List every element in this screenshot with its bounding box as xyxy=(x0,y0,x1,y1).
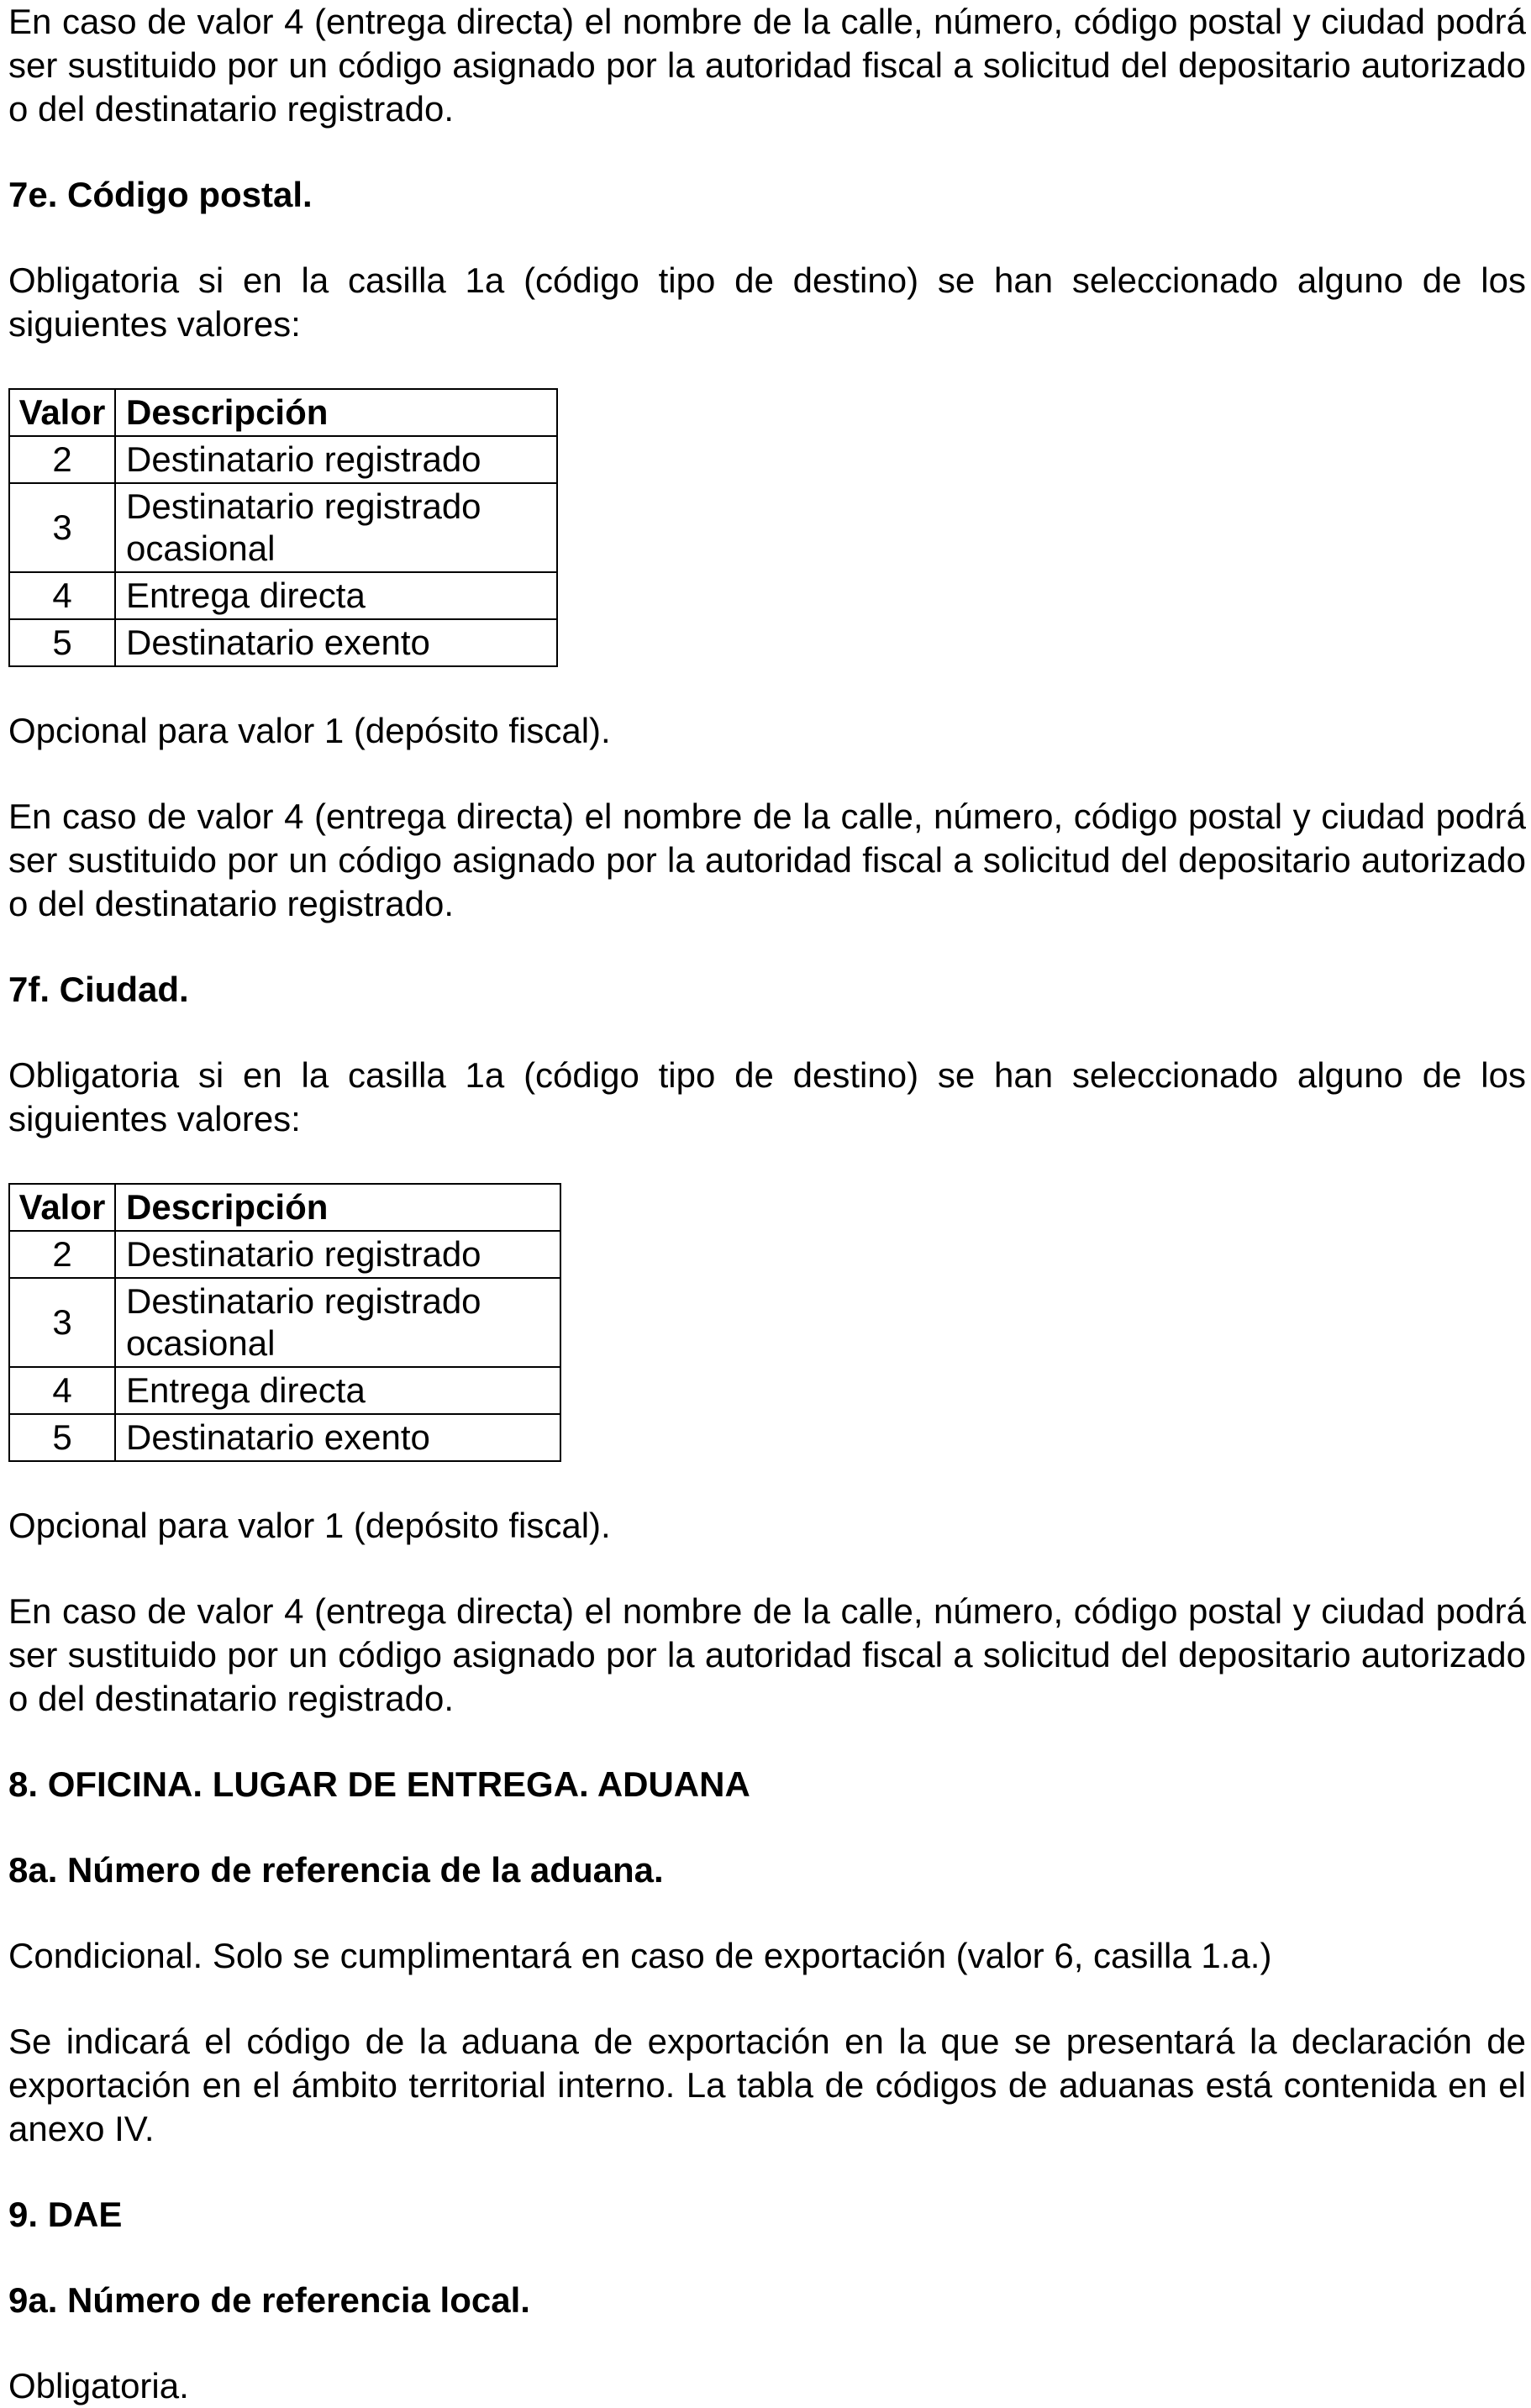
paragraph-7f-opcional: Opcional para valor 1 (depósito fiscal). xyxy=(8,1506,611,1545)
table-header-valor: Valor xyxy=(9,389,115,436)
table-cell-valor: 5 xyxy=(9,1414,115,1461)
table-cell-descripcion: Destinatario registrado xyxy=(115,1231,560,1278)
heading-7f: 7f. Ciudad. xyxy=(8,970,189,1009)
paragraph-intro-valor4: En caso de valor 4 (entrega directa) el nombre de la calle, número, código postal y ciudad podrá ser sustituido por un código asignado por la autoridad fiscal a solicitud del depositario autorizado o del destinatario registrado. xyxy=(8,2,1526,129)
heading-8a: 8a. Número de referencia de la aduana. xyxy=(8,1850,664,1890)
paragraph-7f-valor4: En caso de valor 4 (entrega directa) el nombre de la calle, número, código postal y ciudad podrá ser sustituido por un código asignado por la autoridad fiscal a solicitud del depositario autorizado o del destinatario registrado. xyxy=(8,1591,1526,1718)
table-cell-valor: 3 xyxy=(9,1278,115,1367)
table-cell-descripcion: Destinatario registrado ocasional xyxy=(115,1278,560,1367)
table-header-descripcion: Descripción xyxy=(115,1184,560,1231)
table-cell-valor: 5 xyxy=(9,619,115,666)
table-cell-descripcion: Entrega directa xyxy=(115,572,557,619)
table-header-valor: Valor xyxy=(9,1184,115,1231)
paragraph-7e-opcional: Opcional para valor 1 (depósito fiscal). xyxy=(8,711,611,750)
table-row xyxy=(9,1278,560,1367)
document-page xyxy=(8,0,1526,2408)
heading-9a: 9a. Número de referencia local. xyxy=(8,2280,530,2320)
table-cell-descripcion: Destinatario exento xyxy=(115,619,557,666)
table-cell-descripcion: Destinatario registrado xyxy=(115,436,557,483)
table-row xyxy=(9,1414,560,1461)
table-7f-valores xyxy=(8,1183,561,1462)
table-row xyxy=(9,1367,560,1414)
paragraph-7f-obligatoria: Obligatoria si en la casilla 1a (código tipo de destino) se han seleccionado alguno de los siguientes valores: xyxy=(8,1055,1526,1138)
heading-9: 9. DAE xyxy=(8,2195,123,2234)
table-header-row xyxy=(9,389,557,436)
table-cell-valor: 4 xyxy=(9,1367,115,1414)
table-cell-descripcion: Entrega directa xyxy=(115,1367,560,1414)
paragraph-9a-obligatoria: Obligatoria. xyxy=(8,2366,189,2405)
table-cell-valor: 4 xyxy=(9,572,115,619)
table-cell-valor: 2 xyxy=(9,1231,115,1278)
heading-8: 8. OFICINA. LUGAR DE ENTREGA. ADUANA xyxy=(8,1764,750,1804)
table-row xyxy=(9,572,557,619)
table-row xyxy=(9,436,557,483)
table-header-descripcion: Descripción xyxy=(115,389,557,436)
paragraph-7e-obligatoria: Obligatoria si en la casilla 1a (código tipo de destino) se han seleccionado alguno de los siguientes valores: xyxy=(8,260,1526,344)
table-header-row xyxy=(9,1184,560,1231)
heading-7e: 7e. Código postal. xyxy=(8,175,313,214)
paragraph-7e-valor4: En caso de valor 4 (entrega directa) el nombre de la calle, número, código postal y ciudad podrá ser sustituido por un código asignado por la autoridad fiscal a solicitud del depositario autorizado o del destinatario registrado. xyxy=(8,797,1526,923)
paragraph-8a-indicacion: Se indicará el código de la aduana de exportación en la que se presentará la declaración de exportación en el ámbito territorial interno. La tabla de códigos de aduanas está contenida en el anexo IV. xyxy=(8,2022,1526,2148)
table-row xyxy=(9,483,557,572)
table-row xyxy=(9,619,557,666)
table-cell-descripcion: Destinatario exento xyxy=(115,1414,560,1461)
paragraph-8a-condicional: Condicional. Solo se cumplimentará en caso de exportación (valor 6, casilla 1.a.) xyxy=(8,1936,1272,1975)
table-cell-valor: 2 xyxy=(9,436,115,483)
table-7e-valores xyxy=(8,388,558,667)
table-cell-descripcion: Destinatario registrado ocasional xyxy=(115,483,557,572)
table-row xyxy=(9,1231,560,1278)
table-cell-valor: 3 xyxy=(9,483,115,572)
